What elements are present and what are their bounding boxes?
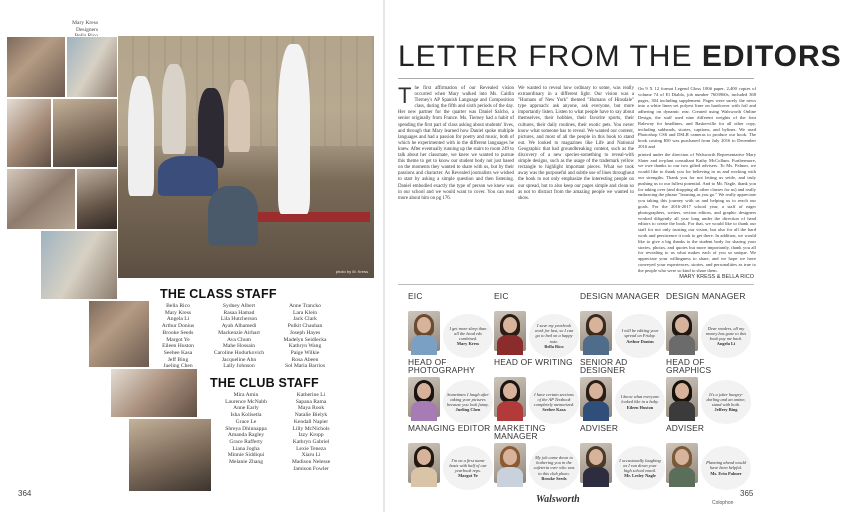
staff-name: Anne Early bbox=[233, 405, 259, 412]
staff-photo bbox=[66, 36, 118, 98]
editor-quote bbox=[533, 323, 575, 349]
editor-name: Jeffrey Bing bbox=[714, 407, 738, 413]
editor-card bbox=[580, 424, 666, 494]
letter-paragraph: We wanted to reveal how ordinary to some, was really extraordinary in a different light. Our vision was a "Humans of New York" themed "Humans of Hinsdale" type approach: ask anyone, ask everyone, but more importantly listen. Listen to what people have to say about themselves, their hobbies, their favorite sports, their cultures, their daily routines, their exotic pets. You never know what someone has to reveal. We wanted our content, pictures, and most of all the people in this book to stand out. We looked to magazines like Life and National Geographic that had groundbreaking content, such as the discovery of a new species-something to reveal-with simple designs, such as the usage of the trademark yellow rectangle to highlight important pieces. What we took away was the purposeful and subtle use of lines throughout the book to not only emphasize the interesting people on our spread, but to also keep our pages simple and clean so as not to distract from the amazing people we wanted to show. bbox=[518, 86, 634, 201]
editor-portrait bbox=[666, 377, 698, 417]
quote-bubble bbox=[529, 446, 579, 490]
staff-name: Kendall Napier bbox=[293, 418, 329, 425]
editor-role: HEAD OF WRITING bbox=[494, 357, 573, 367]
editor-quote bbox=[705, 392, 747, 413]
editor-portrait bbox=[666, 311, 698, 351]
editor-role: MANAGING EDITOR bbox=[408, 423, 491, 433]
editor-portrait bbox=[494, 311, 526, 351]
editor-quote bbox=[619, 458, 661, 479]
gutter bbox=[383, 0, 385, 512]
editor-card bbox=[666, 292, 752, 362]
staff-name: Jeff Bing bbox=[167, 356, 189, 363]
editor-card bbox=[580, 358, 666, 428]
editor-card bbox=[494, 424, 580, 494]
staff-name: Lila Hutcherson bbox=[220, 316, 258, 323]
staff-name: Katherine Li bbox=[296, 392, 326, 398]
staff-name: Caroline Hodurkovich bbox=[213, 349, 265, 356]
editor-role: HEAD OF GRAPHICS bbox=[666, 357, 712, 375]
editor-quote bbox=[447, 392, 489, 413]
letter-paragraph: On 9 X 12 format Legend Gloss 100# paper, 2,400 copies of volume 74 of El Diablo, job number 7603960s, included 368 pages, 304 including supplement. Pages were surely the news into a white linen set polyest liner on hardcover with foil and adhering on dynamic rear. Created using Walsworth Online Design, the staff used nine different weights of the font Raleway for headlines, and Baskerville for all other copy, including subheads, stories, captions, and bylines. We used Photoshop CS6 and DSLR cameras to produce our book. The book costing $50 was purchased from July 2016 to December 2016 and bbox=[638, 86, 756, 149]
quote-text: I occasionally laughing as I run down your high school email. bbox=[619, 457, 661, 473]
editor-card bbox=[580, 292, 666, 362]
photo-credit: photo by M. Kress bbox=[335, 269, 368, 274]
staff-name: Grace Le bbox=[235, 418, 257, 425]
staff-photo bbox=[6, 98, 52, 168]
staff-name: Jacqueline Ahn bbox=[221, 356, 257, 363]
staff-name: Eileen Huston bbox=[162, 343, 194, 350]
section-rule bbox=[398, 284, 754, 285]
quote-text: Planning ahead would have been helpful. bbox=[706, 460, 746, 471]
editor-card bbox=[666, 358, 752, 428]
staff-name: Rasaa Hamad bbox=[223, 309, 255, 316]
quote-text: It's a joker hungry-darling and an anime, stand with both. bbox=[706, 391, 746, 407]
editor-name: Seehee Kasa bbox=[542, 407, 566, 413]
staff-name: Madelyn Seidlecka bbox=[283, 336, 327, 343]
quote-text: I have certain sections of the AP Textbook completely memorized. bbox=[533, 391, 575, 407]
quote-text: I know what everyone looked like in a baby. bbox=[620, 394, 660, 405]
class-staff-title: THE CLASS STAFF bbox=[160, 287, 277, 301]
editor-quote bbox=[533, 455, 575, 481]
editor-role: HEAD OF PHOTOGRAPHY bbox=[408, 357, 476, 375]
staff-name: Lexie Teneza bbox=[296, 445, 326, 452]
designers-label: Designers bbox=[76, 26, 98, 33]
editor-name: Bella Rico bbox=[544, 343, 564, 349]
editor-name: Mary Kress bbox=[456, 341, 480, 347]
staff-name: Bella Rico bbox=[166, 303, 190, 309]
quote-bubble bbox=[701, 380, 751, 424]
editor-role: DESIGN MANAGER bbox=[580, 291, 660, 301]
red-bench bbox=[258, 212, 370, 222]
staff-name: Kathryn Gabriel bbox=[292, 438, 330, 445]
group-photo bbox=[118, 36, 374, 278]
page-number-left: 364 bbox=[18, 489, 32, 498]
staff-name: Maya Rook bbox=[297, 405, 325, 412]
letter-column bbox=[638, 86, 756, 272]
quote-text: Sometimes I laugh after taking your pictures because you look funny. bbox=[447, 391, 489, 407]
quote-bubble bbox=[615, 446, 665, 490]
staff-photo bbox=[76, 168, 118, 230]
drop-cap: T bbox=[398, 83, 412, 108]
staff-name: Lally Johnson bbox=[223, 363, 255, 370]
staff-name: Isha Kolisetla bbox=[230, 412, 262, 419]
letter-paragraph: he first affirmation of our Revealed vision occurred when Mary walked into Ms. Caitlin Tierney's AP Spanish Language and Composition class, during the fifth and sixth periods of the day. Her new partner for the quarter was Daniel Salcho, a senior originally from France. Ms. Tierney had a habit of spending the first part of class asking about students' lives, and through that Mary learned how Daniel spoke multiple languages and had a passion for poetry and music, both of which he experimented with in the different languages he knew. After eventually running up the stairs to room 249 to talk about her classmate, we knew we wanted to pursue this theme to get to know our student body not just based on the moments they wanted to share with us, but by their passions and character. As Revealed journalists we wished to start by asking a simple question and then listening. Daniel embodied exactly the type of person we knew was in our school and we would want to cover. You can read more about him on pg 176. bbox=[398, 86, 514, 201]
staff-name: Mahe Hossain bbox=[222, 343, 256, 350]
quote-bubble bbox=[443, 446, 493, 490]
staff-name: Angela Li bbox=[166, 316, 190, 323]
editor-card bbox=[494, 358, 580, 428]
staff-name: Paige Wilkie bbox=[290, 349, 320, 356]
editor-quote bbox=[619, 394, 661, 410]
staff-name: Arthur Donius bbox=[161, 323, 195, 330]
staff-photo bbox=[52, 98, 118, 168]
walsworth-logo: Walsworth bbox=[536, 494, 580, 505]
editor-quote bbox=[705, 326, 747, 347]
staff-name: Melanie Zhang bbox=[228, 459, 264, 466]
staff-photo bbox=[128, 418, 212, 492]
quote-bubble bbox=[701, 446, 751, 490]
staff-name: Jack Clark bbox=[293, 316, 317, 323]
editor-quote bbox=[533, 392, 575, 413]
staff-name: Jueling Chen bbox=[163, 363, 193, 370]
editor-role: MARKETING MANAGER bbox=[494, 423, 546, 441]
editor-role: ADVISER bbox=[666, 423, 705, 433]
staff-name: Izzy Kropp bbox=[298, 432, 324, 439]
editor-card bbox=[408, 424, 494, 494]
staff-name: Xiaru Li bbox=[301, 452, 321, 459]
letter-column bbox=[398, 83, 514, 202]
quote-bubble bbox=[443, 380, 493, 424]
editor-card bbox=[408, 292, 494, 362]
colophon-label: Colophon bbox=[712, 500, 734, 506]
quote-bubble bbox=[701, 314, 751, 358]
quote-text: I will be editing your spread on Friday. bbox=[621, 328, 659, 339]
editor-card bbox=[494, 292, 580, 362]
staff-name: Brooke Seeds bbox=[162, 329, 194, 336]
staff-photo bbox=[6, 36, 66, 98]
letter-column bbox=[518, 86, 634, 202]
editor-role: SENIOR AD DESIGNER bbox=[580, 357, 628, 375]
quote-bubble bbox=[615, 314, 665, 358]
editor-name: Jueling Chen bbox=[455, 407, 481, 413]
quote-text: Dear readers, all my money has gone to this book pay me back. bbox=[705, 325, 747, 341]
staff-name: Rosa Abeen bbox=[291, 356, 319, 363]
staff-name: Amanda Ragley bbox=[227, 432, 265, 439]
staff-name: Sydney Albert bbox=[222, 303, 256, 309]
editor-card bbox=[408, 358, 494, 428]
title-light: LETTER FROM THE bbox=[398, 40, 702, 73]
staff-name: Sapana Rama bbox=[295, 398, 327, 405]
staff-name: Mackenzie Airhart bbox=[218, 329, 260, 336]
staff-name: Seehee Kasa bbox=[163, 349, 193, 356]
staff-name: Liana Jogha bbox=[232, 445, 260, 452]
editor-portrait bbox=[666, 443, 698, 483]
staff-name: Shreya Dhinnappa bbox=[225, 425, 267, 432]
editor-portrait bbox=[580, 377, 612, 417]
editor-portrait bbox=[408, 443, 440, 483]
club-staff-column bbox=[214, 392, 278, 466]
editor-name: Brooke Seeds bbox=[541, 475, 567, 481]
quote-text: I get more sleep than all the head eds combined. bbox=[449, 325, 487, 341]
title-bold: EDITORS bbox=[701, 40, 842, 73]
editor-name: Arthur Donius bbox=[626, 338, 654, 344]
editor-card bbox=[666, 424, 752, 494]
quote-bubble bbox=[443, 314, 493, 358]
editor-name: Margot Ye bbox=[458, 473, 478, 479]
letter-paragraph: printed under the direction of Walsworth Representative Mary Slater and in-plant consultant Kathy McCollum. Furthermore, we owe thanks to our two gifted advisers. To Ms. Palmer, we would like to thank you for believing in us and working with our strengths. Thank you for not letting us settle, and truly pushing us to our fullest potential. And to Mr. Nagle, thank you for taking over (and dropping all other classes for us) and really embracing the phrase "learning as you go." We really appreciate you taking this journey with us and helping us to reach our goals. For the 2016-2017 school year, a staff of eager photographers, writers, section editors, and graphic designers worked diligently all year long under the direction of head editors to create the book. For that, we would like to thank our staff for not only trusting our vision, but also for all the hard work and persistence it took to get there. In addition, we would like to give a big thanks to the student body for sharing your stories, photos, and quotes but more importantly, thank you all for revealing to us what makes each of you so unique. We appreciate your willingness to share, and we hope we have conveyed your experiences, stories, and personalities as true to the people who were so kind to share them. bbox=[638, 151, 756, 273]
editor-role: EIC bbox=[494, 291, 509, 301]
quote-bubble bbox=[615, 380, 665, 424]
editor-quote bbox=[447, 326, 489, 347]
editor-role: DESIGN MANAGER bbox=[666, 291, 746, 301]
class-staff-column bbox=[150, 303, 206, 370]
editor-portrait bbox=[408, 311, 440, 351]
editor-portrait bbox=[494, 443, 526, 483]
staff-name: Grace Rafferty bbox=[229, 438, 263, 445]
editor-quote bbox=[447, 458, 489, 479]
staff-name: Pulkit Chauhan bbox=[287, 323, 323, 330]
quote-text: I save my yearbook work for last, so I can go to bed on a happy note. bbox=[534, 322, 574, 344]
staff-name: Sol Maria Barrios bbox=[284, 363, 326, 370]
staff-name: Mira Amin bbox=[233, 392, 259, 398]
quote-text: I'm on a first name basis with half of our yearbook reps. bbox=[449, 457, 487, 473]
staff-name: Ava Chum bbox=[227, 336, 251, 343]
staff-photo bbox=[110, 368, 198, 418]
club-staff-title: THE CLUB STAFF bbox=[210, 376, 319, 390]
editor-name: Angela Li bbox=[716, 341, 736, 347]
quote-text: My job came down to bothering you in the cafeteria over who was in this club photo. bbox=[533, 454, 575, 476]
designer-name: Mary Kress bbox=[72, 20, 98, 26]
staff-name: Ayah Alhamedi bbox=[221, 323, 257, 330]
staff-photo bbox=[88, 300, 150, 368]
staff-name: Mary Kress bbox=[164, 309, 192, 316]
editor-name: Eileen Huston bbox=[626, 404, 654, 410]
letter-signoff: MARY KRESS & BELLA RICO bbox=[679, 274, 754, 280]
editor-quote bbox=[619, 328, 661, 344]
staff-name: Lara Klein bbox=[292, 309, 318, 316]
staff-name: Margot Ye bbox=[166, 336, 190, 343]
staff-name: Lilly McNichols bbox=[292, 425, 330, 432]
class-staff-column bbox=[272, 303, 338, 370]
title-rule bbox=[398, 78, 754, 79]
staff-name: Minnie Siddiqui bbox=[227, 452, 265, 459]
editor-portrait bbox=[494, 377, 526, 417]
editor-role: EIC bbox=[408, 291, 423, 301]
editor-role: ADVISER bbox=[580, 423, 619, 433]
staff-name: Kathryn Wang bbox=[288, 343, 322, 350]
club-staff-column bbox=[278, 392, 344, 472]
staff-photo bbox=[40, 230, 118, 300]
staff-name: Laurence McNabb bbox=[225, 398, 267, 405]
editor-portrait bbox=[408, 377, 440, 417]
staff-name: Anne Trancko bbox=[289, 303, 321, 309]
staff-photo bbox=[6, 168, 76, 230]
quote-bubble bbox=[529, 380, 579, 424]
staff-name: Joseph Hayes bbox=[289, 329, 321, 336]
page-title bbox=[398, 40, 842, 74]
staff-name: Jamison Fowler bbox=[293, 465, 329, 472]
staff-name: Natalie Bielyk bbox=[294, 412, 328, 419]
staff-name: Madison Nelesse bbox=[291, 459, 331, 466]
editor-name: Mr. Lesley Nagle bbox=[624, 473, 656, 479]
editor-portrait bbox=[580, 443, 612, 483]
editor-quote bbox=[705, 460, 747, 476]
page-number-right: 365 bbox=[740, 489, 754, 498]
class-staff-column bbox=[206, 303, 272, 370]
quote-bubble bbox=[529, 314, 579, 358]
editor-name: Ms. Erin Palmer bbox=[710, 470, 742, 476]
editor-portrait bbox=[580, 311, 612, 351]
